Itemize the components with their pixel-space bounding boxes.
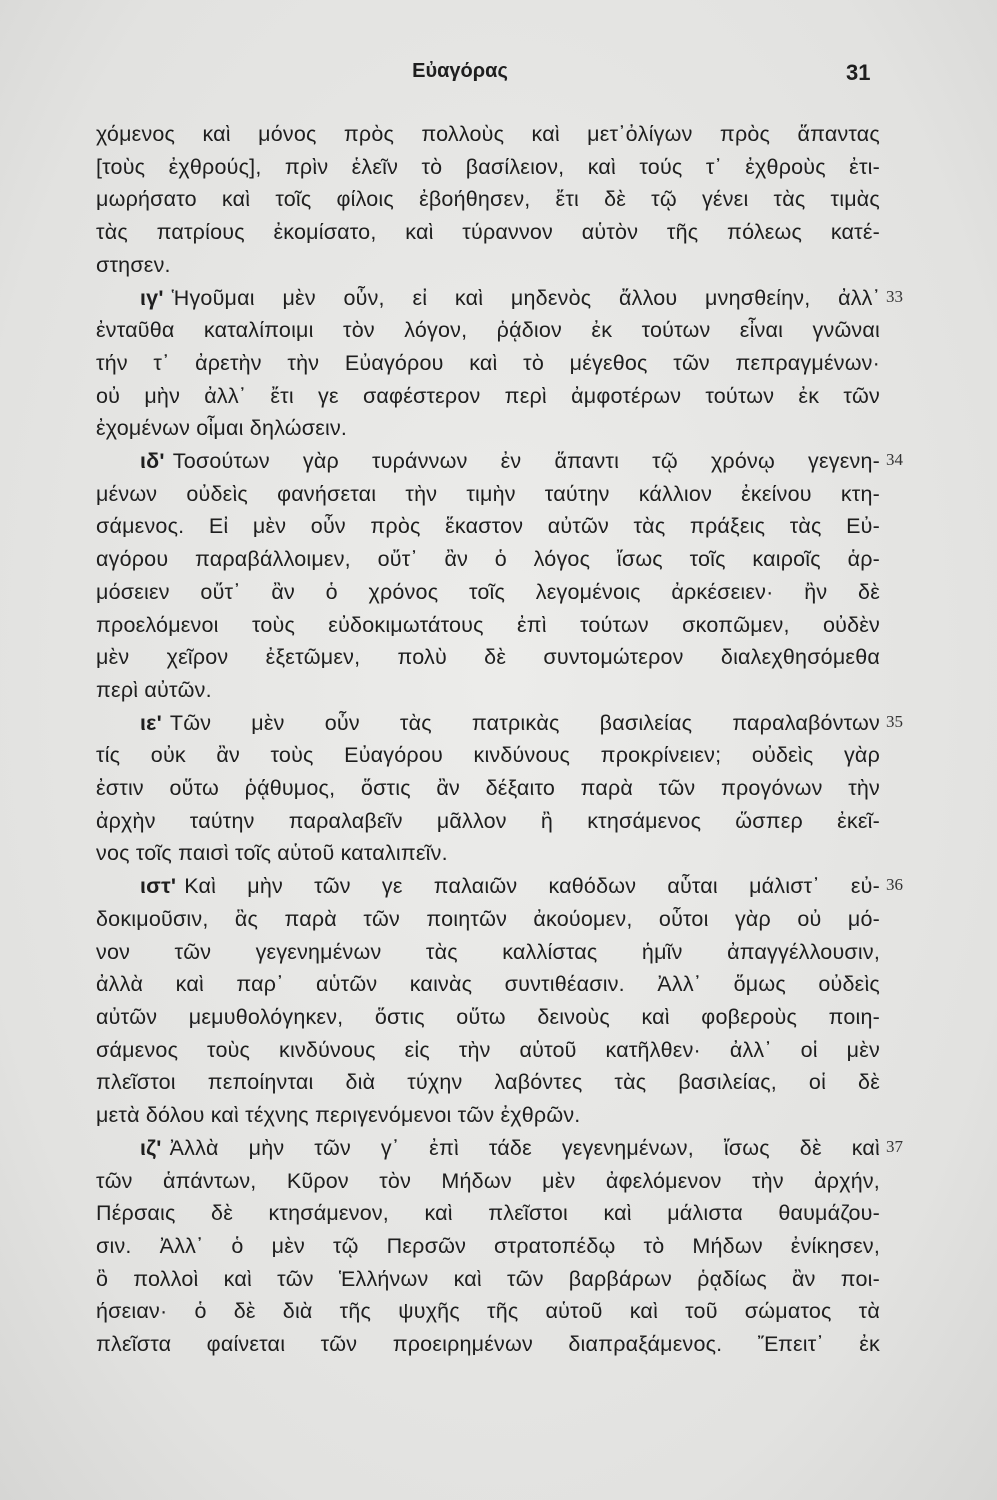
text-line: νον τῶν γεγενημένων τὰς καλλίστας ἡμῖν ἀπαγγέλλουσιν, [96,939,880,964]
section-marker: ιε' [140,710,162,735]
section-marker: ιγ' [140,285,164,310]
text-line [96,445,880,478]
text-line [96,1132,880,1165]
section-number: 37 [886,1136,903,1156]
paragraph [96,445,880,707]
line-text: Τῶν μὲν οὖν τὰς πατρικὰς βασιλείας παραλαβόντων [169,710,880,735]
text-line: χόμενος καὶ μόνος πρὸς πολλοὺς καὶ μετ᾽ὀλίγων πρὸς ἅπαντας [96,122,880,146]
text-line [96,707,880,740]
section-number: 33 [886,286,903,306]
section-marker: ιστ' [140,874,177,899]
text-line: ἐνταῦθα καταλίποιμι τὸν λόγον, ῥᾴδιον ἐκ τούτων εἶναι γνῶναι [96,318,880,343]
text-line: σάμενος. Εἰ μὲν οὖν πρὸς ἕκαστον αὐτῶν τὰς πράξεις τὰς Εὐ- [96,514,880,539]
text-line: Πέρσαις δὲ κτησάμενον, καὶ πλεῖστοι καὶ μάλιστα θαυμάζου- [96,1201,880,1226]
paragraph [96,282,880,446]
paragraph [96,870,880,1132]
text-line: μωρήσατο καὶ τοῖς φίλοις ἐβοήθησεν, ἔτι δὲ τῷ γένει τὰς τιμὰς [96,187,880,212]
text-line: δοκιμοῦσιν, ἃς παρὰ τῶν ποιητῶν ἀκούομεν, οὗτοι γὰρ οὐ μό- [96,906,880,931]
text-line: μετὰ δόλου καὶ τέχνης περιγενόμενοι τῶν ἐχθρῶν. [96,1103,581,1128]
line-text: Ἡγοῦμαι μὲν οὖν, εἰ καὶ μηδενὸς ἄλλου μνησθείην, ἀλλ᾽ [171,285,880,310]
text-line: ἐστιν οὕτω ῥᾴθυμος, ὅστις ἂν δέξαιτο παρὰ τῶν προγόνων τὴν [96,776,880,801]
text-line: σιν. Ἀλλ᾽ ὁ μὲν τῷ Περσῶν στρατοπέδῳ τὸ Μήδων ἐνίκησεν, [96,1233,880,1258]
text-line: νος τοῖς παισὶ τοῖς αὑτοῦ καταλιπεῖν. [96,841,448,866]
paragraph [96,118,880,282]
line-text: Ἀλλὰ μὴν τῶν γ᾽ ἐπὶ τάδε γεγενημένων, ἴσως δὲ καὶ [169,1135,880,1160]
text-line: ὃ πολλοὶ καὶ τῶν Ἑλλήνων καὶ τῶν βαρβάρων ῥᾳδίως ἂν ποι- [96,1266,880,1291]
text-line: ἀλλὰ καὶ παρ᾽ αὑτῶν καινὰς συντιθέασιν. Ἀλλ᾽ ὅμως οὐδεὶς [96,972,880,997]
text-line: τῶν ἁπάντων, Κῦρον τὸν Μήδων μὲν ἀφελόμενον τὴν ἀρχήν, [96,1168,880,1193]
text-line: προελόμενοι τοὺς εὐδοκιμωτάτους ἐπὶ τούτων σκοπῶμεν, οὐδὲν [96,612,880,637]
text-line: πλεῖστα φαίνεται τῶν προειρημένων διαπραξάμενος. Ἔπειτ᾽ ἐκ [96,1332,880,1357]
paragraph [96,707,880,871]
section-number: 35 [886,711,903,731]
text-line: τήν τ᾽ ἀρετὴν τὴν Εὐαγόρου καὶ τὸ μέγεθος τῶν πεπραγμένων· [96,350,880,375]
text-line: πλεῖστοι πεποίηνται διὰ τύχην λαβόντες τὰς βασιλείας, οἱ δὲ [96,1070,880,1095]
text-line: ήσειαν· ὁ δὲ διὰ τῆς ψυχῆς τῆς αὑτοῦ καὶ τοῦ σώματος τὰ [96,1299,880,1324]
line-text: Τοσούτων γὰρ τυράννων ἐν ἅπαντι τῷ χρόνῳ γεγενη- [172,449,880,474]
text-line: μὲν χεῖρον ἐξετῶμεν, πολὺ δὲ συντομώτερον διαλεχθησόμεθα [96,645,880,670]
text-line: αγόρου παραβάλλοιμεν, οὔτ᾽ ἂν ὁ λόγος ἴσως τοῖς καιροῖς ἁρ- [96,547,880,572]
line-text: Καὶ μὴν τῶν γε παλαιῶν καθόδων αὗται μάλιστ᾽ εὐ- [184,874,880,899]
section-number: 34 [886,450,903,469]
section-marker: ιδ' [140,449,165,474]
section-number: 36 [886,875,903,895]
section-marker: ιζ' [140,1135,162,1160]
body-text [96,118,880,1361]
text-line: περὶ αὐτῶν. [96,677,212,702]
text-line: ἀρχὴν ταύτην παραλαβεῖν μᾶλλον ἢ κτησάμενος ὥσπερ ἐκεῖ- [96,808,880,833]
text-line: ἐχομένων οἶμαι δηλώσειν. [96,416,348,441]
text-line: αὐτῶν μεμυθολόγηκεν, ὅστις οὕτω δεινοὺς καὶ φοβεροὺς ποιη- [96,1004,880,1029]
text-line: σάμενος τοὺς κινδύνους εἰς τὴν αὑτοῦ κατῆλθεν· ἀλλ᾽ οἱ μὲν [96,1037,880,1062]
text-line: τίς οὐκ ἂν τοὺς Εὐαγόρου κινδύνους προκρίνειεν; οὐδεὶς γὰρ [96,743,880,768]
paragraph [96,1132,880,1361]
text-line: μένων οὐδεὶς φανήσεται τὴν τιμὴν ταύτην κάλλιον ἐκείνου κτη- [96,481,880,506]
text-line: στησεν. [96,252,171,277]
text-line: μόσειεν οὔτ᾽ ἂν ὁ χρόνος τοῖς λεγομένοις ἀρκέσειεν· ἢν δὲ [96,579,880,604]
running-header-title: Εὐαγόρας [412,60,508,82]
text-line: οὐ μὴν ἀλλ᾽ ἔτι γε σαφέστερον περὶ ἀμφοτέρων τούτων ἐκ τῶν [96,383,880,408]
text-line: [τοὺς ἐχθρούς], πρὶν ἑλεῖν τὸ βασίλειον, καὶ τούς τ᾽ ἐχθροὺς ἐτι- [96,154,880,179]
text-line [96,870,880,903]
text-line: τὰς πατρίους ἐκομίσατο, καὶ τύραννον αὑτὸν τῆς πόλεως κατέ- [96,220,880,245]
text-line [96,282,880,315]
page-number: 31 [846,60,871,85]
